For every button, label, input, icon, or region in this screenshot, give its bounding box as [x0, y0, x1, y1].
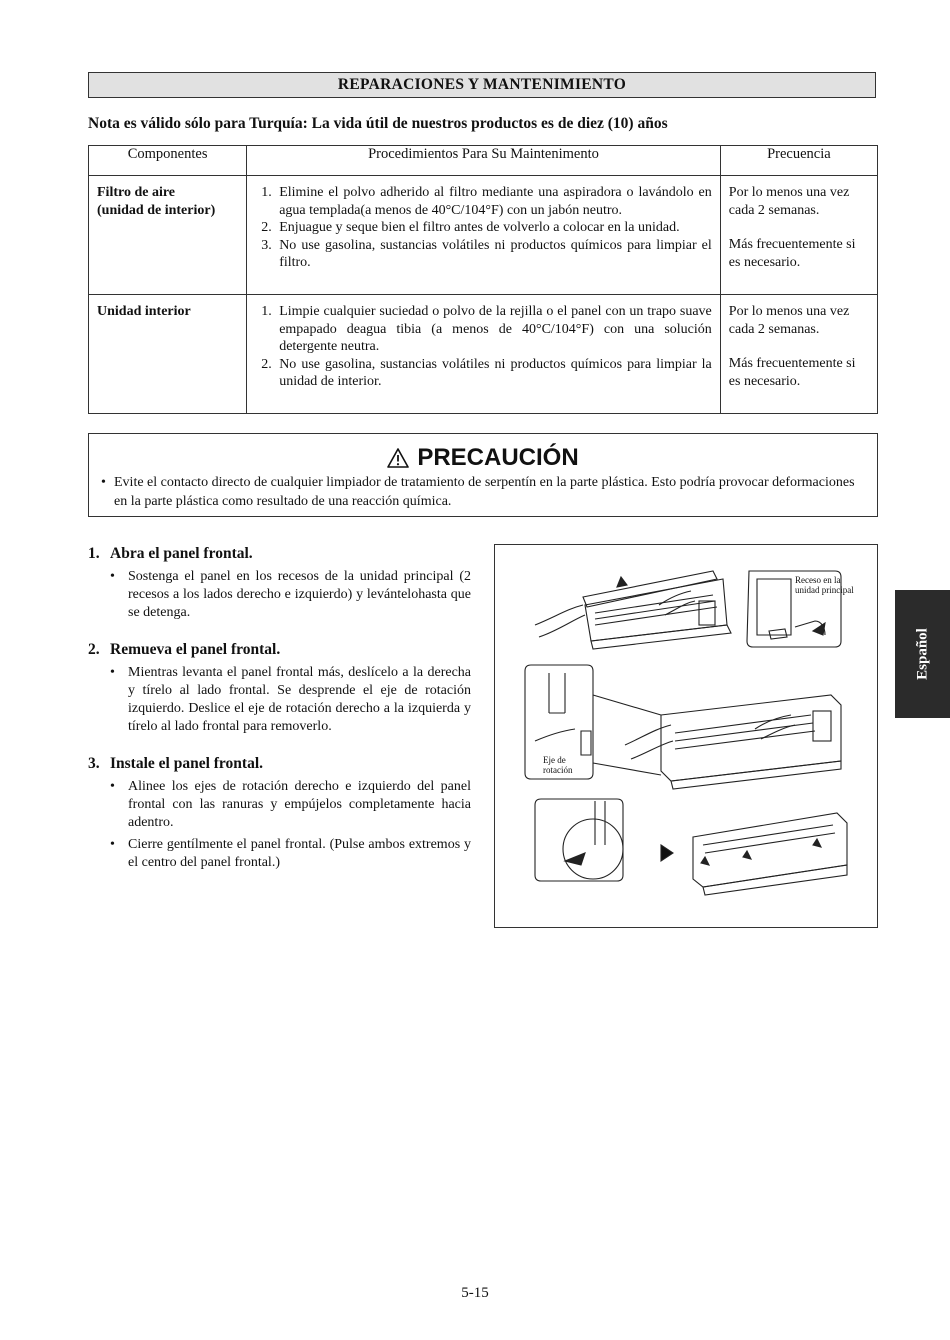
step-bullet: • Sostenga el panel en los recesos de la unidad principal (2 recesos a los lados derecho e izquierdo) y levántelohasta que se detenga.: [110, 569, 471, 620]
unit-panel-open-drawing: [535, 571, 731, 649]
step-bullet: • Mientras levanta el panel frontal más, deslícelo a la derecha y tírelo al lado frontal. Se desprende el eje de rotación izquierdo. Deslice el eje de rotación derecho a la izquierda y tírelo al lado frontal para removerlo.: [110, 665, 471, 734]
caution-title: [89, 444, 877, 472]
language-tab: [895, 590, 950, 718]
procedure-step: 1. Elimine el polvo adherido al filtro mediante una aspiradora o lavándolo en agua templada(a menos de 40°C/104°F) con un jabón neutro.: [261, 185, 712, 218]
section-header: REPARACIONES Y MANTENIMIENTO: [88, 72, 876, 98]
table-header-row: [89, 146, 878, 176]
procedure-step: 2. No use gasolina, sustancias volátiles ni productos químicos para limpiar la unidad de interior.: [261, 356, 712, 389]
step-heading: 3. Instale el panel frontal.: [88, 755, 263, 772]
column-header-frequency: Precuencia: [720, 146, 877, 176]
procedure-step: 1. Limpie cualquier suciedad o polvo de la rejilla o el panel con un trapo suave empapado deagua tibia (a menos de 40°C/104°F) con una solución detergente neutra.: [261, 304, 712, 354]
step-bullet: • Alinee los ejes de rotación derecho e izquierdo del panel frontal con las ranuras y empújelos completamente hacia adentro.: [110, 779, 471, 830]
procedure-cell: [247, 176, 721, 295]
page-number: 5-15: [461, 1285, 489, 1301]
turkey-note: Nota es válido sólo para Turquía: La vida útil de nuestros productos es de diez (10) años: [88, 115, 668, 132]
step-open-panel: [88, 545, 471, 622]
table-row: [89, 176, 878, 295]
warning-icon: [387, 448, 409, 468]
illustration-drawing: [495, 545, 877, 927]
next-step-arrow-icon: [661, 845, 673, 861]
language-tab-label: Español: [914, 628, 930, 680]
component-cell: [89, 176, 247, 295]
panel-illustration: [494, 544, 878, 928]
component-cell: [89, 295, 247, 414]
step-heading: 2. Remueva el panel frontal.: [88, 641, 281, 658]
step-remove-panel: [88, 641, 471, 736]
frequency-cell: [720, 295, 877, 414]
instruction-steps: [88, 545, 471, 891]
procedure-step: 2. Enjuague y seque bien el filtro antes de volverlo a colocar en la unidad.: [261, 220, 680, 235]
table-row: [89, 295, 878, 414]
step-install-panel: [88, 755, 471, 872]
caution-title-text: PRECAUCIÓN: [417, 444, 579, 471]
install-detail-drawing: [535, 799, 623, 881]
caution-box: [88, 433, 878, 517]
caution-text: • Evite el contacto directo de cualquier limpiador de tratamiento de serpentín en la parte plástica. Esto podría provocar deformaciones en la parte plástica como resultado de una reacción química.: [101, 475, 855, 509]
unit-panel-closed-drawing: [693, 813, 847, 895]
frequency-cell: [720, 176, 877, 295]
frequency-text: Más frecuentemente si es necesario.: [728, 237, 856, 270]
procedure-step: 3. No use gasolina, sustancias volátiles ni productos químicos para limpiar el filtro.: [261, 237, 712, 270]
component-subname: (unidad de interior): [97, 202, 216, 218]
frequency-text: Más frecuentemente si es necesario.: [728, 356, 856, 389]
column-header-procedures: Procedimientos Para Su Maintenimento: [247, 146, 721, 176]
step-heading: 1. Abra el panel frontal.: [88, 545, 253, 562]
frequency-text: Por lo menos una vez cada 2 semanas.: [728, 185, 850, 218]
recess-label: Receso en la unidad principal: [795, 575, 854, 595]
frequency-text: Por lo menos una vez cada 2 semanas.: [728, 304, 850, 337]
component-name: Unidad interior: [97, 304, 191, 319]
maintenance-table: [88, 145, 878, 414]
procedure-cell: [247, 295, 721, 414]
rotation-axis-label: Eje de rotación: [543, 755, 573, 775]
column-header-components: Componentes: [89, 146, 247, 176]
step-bullet: • Cierre gentílmente el panel frontal. (Pulse ambos extremos y el centro del panel frontal.): [110, 837, 471, 870]
component-name: Filtro de aire: [97, 185, 176, 200]
